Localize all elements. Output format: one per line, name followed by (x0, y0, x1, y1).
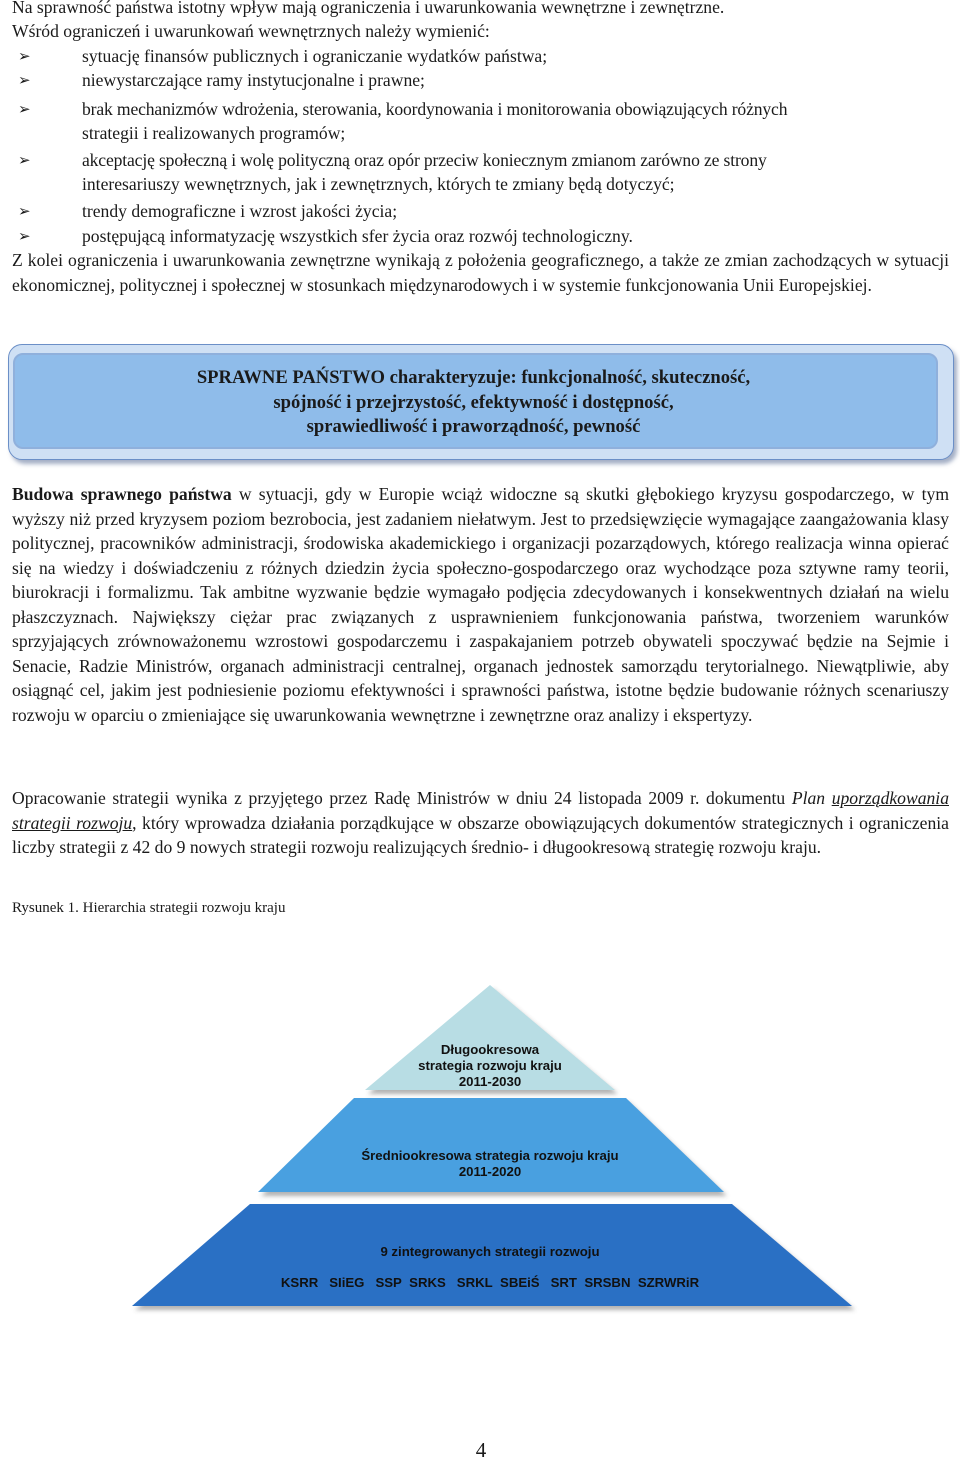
tier-2-line: 2011-2020 (458, 1164, 522, 1179)
figure-caption: Rysunek 1. Hierarchia strategii rozwoju kraju (12, 900, 286, 916)
intro-line-2: Wśród ograniczeń i uwarunkowań wewnętrznych należy wymienić: (12, 21, 490, 41)
tier-1-label (370, 1042, 610, 1090)
strategy-acronym: SRSBN (584, 1275, 631, 1290)
strategy-acronym: SRT (550, 1275, 577, 1290)
tier-2-label (290, 1148, 690, 1180)
list-item: trendy demograficzne i wzrost jakości życia; (82, 201, 398, 221)
page-number: 4 (475, 1438, 487, 1462)
paragraph-text: Opracowanie strategii wynika z przyjętego przez Radę Ministrów w dniu 24 listopada 2009 r. dokumentu (12, 788, 792, 808)
paragraph-bold-lead: Budowa sprawnego państwa (12, 484, 232, 504)
tier-2-line: Średniookresowa strategia rozwoju kraju (361, 1148, 619, 1163)
callout-line-1: SPRAWNE PAŃSTWO charakteryzuje: funkcjonalność, skuteczność, (196, 367, 751, 388)
intro-line-1: Na sprawność państwa istotny wpływ mają ograniczenia i uwarunkowania wewnętrzne i zewnętrzne. (12, 0, 725, 17)
list-item: brak mechanizmów wdrożenia, sterowania, koordynowania i monitorowania obowiązujących różnych (82, 99, 788, 119)
list-item-continuation: interesariuszy wewnętrznych, jak i zewnętrznych, których te zmiany będą dotyczyć; (82, 174, 675, 194)
bullet-arrow-icon: ➢ (18, 151, 31, 169)
external-constraints-paragraph: Z kolei ograniczenia i uwarunkowania zewnętrzne wynikają z położenia geograficznego, a także ze zmian zachodzących w sytuacji ekonomicznej, politycznej i społecznej w stosunkach międzynarodowych i w systemie funkcjonowania Unii Europejskiej. (12, 250, 949, 295)
list-item: sytuację finansów publicznych i ograniczanie wydatków państwa; (82, 46, 548, 66)
bullet-arrow-icon: ➢ (18, 202, 31, 220)
list-item: niewystarczające ramy instytucjonalne i prawne; (82, 70, 425, 90)
bullet-arrow-icon: ➢ (18, 47, 31, 65)
document-title-italic: Plan (791, 788, 826, 808)
bullet-arrow-icon: ➢ (18, 227, 31, 245)
strategy-acronym: SBEiŚ (500, 1275, 540, 1290)
strategy-acronyms (220, 1275, 760, 1291)
strategy-acronym: SRKS (409, 1275, 446, 1290)
strategy-acronym: SIiEG (329, 1275, 365, 1290)
paragraph-text: , który wprowadza działania porządkujące w obszarze obowiązujących dokumentów strategicznych i ograniczenia liczby strategii z 42 do 9 nowych strategii rozwoju realizujących średnio- i długookresową strategię rozwoju kraju. (12, 812, 949, 857)
bullet-arrow-icon: ➢ (18, 100, 31, 118)
strategy-acronym: SSP (375, 1275, 402, 1290)
list-item-continuation: strategii i realizowanych programów; (82, 123, 346, 143)
list-item: akceptację społeczną i wolę polityczną oraz opór przeciw koniecznym zmianom zarówno ze strony (82, 150, 767, 170)
callout-line-3: sprawiedliwość i praworządność, pewność (306, 416, 641, 437)
strategy-acronym: KSRR (280, 1275, 319, 1290)
tier-1-line: strategia rozwoju kraju (418, 1058, 562, 1073)
document-title-underlined: uporządkowania strategii rozwoju (12, 788, 949, 833)
bullet-arrow-icon: ➢ (18, 71, 31, 89)
list-item: postępującą informatyzację wszystkich sfer życia oraz rozwój technologiczny. (82, 226, 633, 246)
strategy-acronym: SZRWRiR (637, 1275, 700, 1290)
strategy-acronym: SRKL (456, 1275, 493, 1290)
callout-line-2: spójność i przejrzystość, efektywność i dostępność, (273, 391, 674, 413)
tier-1-line: Długookresowa (440, 1042, 540, 1057)
tier-1-line: 2011-2030 (458, 1074, 522, 1089)
paragraph-body: w sytuacji, gdy w Europie wciąż widoczne są skutki głębokiego kryzysu gospodarczego, w tym wyższy niż przed kryzysem poziom bezrobocia, jest zadaniem niełatwym. Jest to przedsięwzięcie wymagające zaangażowania klasy politycznej, pracowników administracji, środowiska akademickiego i organizacji pozarządowych, którego realizacja winna opierać się na wiedzy i doświadczeniu z różnych dziedzin życia społeczno-gospodarczego oraz wychodzące poza sztywne ramy teorii, biurokracji i formalizmu. Tak ambitne wyzwanie będzie wymagało podjęcia zdecydowanych i konsekwentnych działań na wielu płaszczyznach. Największy ciężar prac związanych z usprawnieniem funkcjonowania państwa, tworzeniem warunków sprzyjających zrównoważonemu wzrostowi gospodarczemu i zaspakajaniem potrzeb obywateli spoczywać będzie na Sejmie i Senacie, Radzie Ministrów, organach administracji centralnej, organach jednostek samorządu terytorialnego. Niewątpliwie, aby osiągnąć cel, jakim jest podniesienie poziomu efektywności i sprawności państwa, istotne będzie budowanie różnych scenariuszy rozwoju w oparciu o zmieniające się uwarunkowania wewnętrzne i zewnętrzne oraz analizy i ekspertyzy. (12, 484, 949, 725)
tier-3-label: 9 zintegrowanych strategii rozwoju (380, 1244, 600, 1259)
